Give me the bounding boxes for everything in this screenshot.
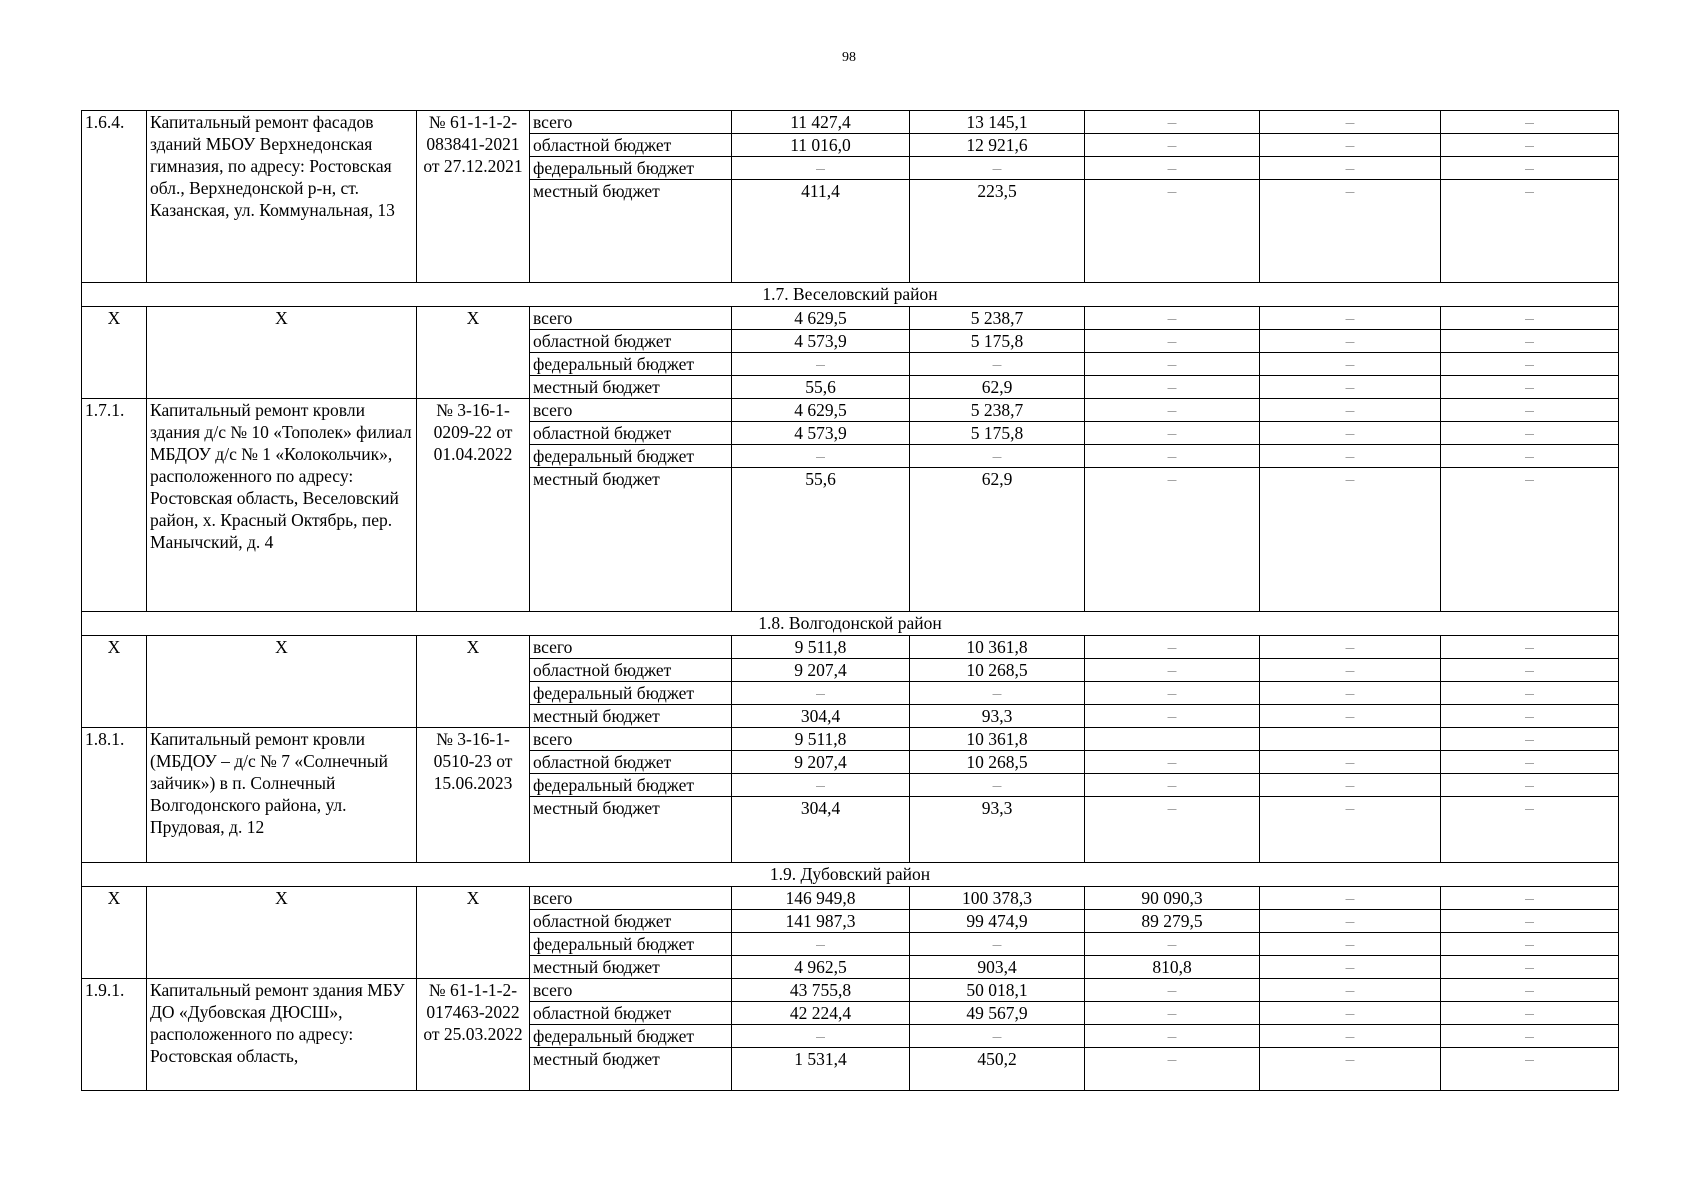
table-row xyxy=(82,111,1619,134)
item-number: 1.7.1. xyxy=(82,399,147,612)
value-cell: – xyxy=(1260,399,1441,422)
value-cell: – xyxy=(910,933,1085,956)
value-cell: – xyxy=(1260,682,1441,705)
value-cell: 55,6 xyxy=(732,468,910,612)
item-document: X xyxy=(417,636,530,728)
value-cell: 93,3 xyxy=(910,797,1085,863)
funding-source: областной бюджет xyxy=(530,330,732,353)
item-name: Капитальный ремонт фасадов зданий МБОУ Верхнедонская гимназия, по адресу: Ростовская обл., Верхнедонской р-н, ст. Казанская, ул. Коммунальная, 13 xyxy=(147,111,417,283)
value-cell: – xyxy=(1441,751,1619,774)
value-cell: – xyxy=(1441,111,1619,134)
value-cell: – xyxy=(1085,111,1260,134)
value-cell: – xyxy=(1260,636,1441,659)
item-name: X xyxy=(147,887,417,979)
section-title: 1.8. Волгодонской район xyxy=(82,612,1619,636)
value-cell: – xyxy=(1260,111,1441,134)
funding-source: областной бюджет xyxy=(530,910,732,933)
value-cell: – xyxy=(1260,468,1441,612)
value-cell: – xyxy=(1085,134,1260,157)
value-cell: – xyxy=(732,774,910,797)
value-cell: 50 018,1 xyxy=(910,979,1085,1002)
value-cell: – xyxy=(1441,728,1619,751)
funding-source: местный бюджет xyxy=(530,1048,732,1091)
table-row xyxy=(82,636,1619,659)
table-row xyxy=(82,307,1619,330)
value-cell: 4 629,5 xyxy=(732,399,910,422)
funding-source: областной бюджет xyxy=(530,422,732,445)
funding-source: областной бюджет xyxy=(530,751,732,774)
item-document: № 3-16-1-0209-22 от 01.04.2022 xyxy=(417,399,530,612)
item-number: 1.8.1. xyxy=(82,728,147,863)
funding-source: всего xyxy=(530,111,732,134)
value-cell: 90 090,3 xyxy=(1085,887,1260,910)
value-cell: – xyxy=(1260,933,1441,956)
value-cell: 9 207,4 xyxy=(732,659,910,682)
value-cell: – xyxy=(1441,979,1619,1002)
value-cell: – xyxy=(1260,705,1441,728)
value-cell: – xyxy=(732,682,910,705)
value-cell: 5 175,8 xyxy=(910,422,1085,445)
funding-source: федеральный бюджет xyxy=(530,1025,732,1048)
value-cell: – xyxy=(1260,956,1441,979)
funding-source: всего xyxy=(530,399,732,422)
item-document: X xyxy=(417,307,530,399)
value-cell: – xyxy=(1441,956,1619,979)
value-cell: 10 268,5 xyxy=(910,751,1085,774)
item-number: 1.6.4. xyxy=(82,111,147,283)
value-cell: – xyxy=(1085,307,1260,330)
value-cell: – xyxy=(1260,659,1441,682)
funding-source: местный бюджет xyxy=(530,956,732,979)
value-cell: – xyxy=(1441,307,1619,330)
value-cell: 4 573,9 xyxy=(732,422,910,445)
value-cell: – xyxy=(1085,797,1260,863)
value-cell: – xyxy=(1441,445,1619,468)
value-cell: – xyxy=(1260,157,1441,180)
value-cell: 5 175,8 xyxy=(910,330,1085,353)
value-cell: 13 145,1 xyxy=(910,111,1085,134)
funding-source: федеральный бюджет xyxy=(530,933,732,956)
value-cell: – xyxy=(1260,774,1441,797)
value-cell: – xyxy=(1441,1048,1619,1091)
funding-source: областной бюджет xyxy=(530,659,732,682)
value-cell: – xyxy=(1260,1025,1441,1048)
value-cell: – xyxy=(910,157,1085,180)
section-row xyxy=(82,612,1619,636)
item-name: Капитальный ремонт здания МБУ ДО «Дубовская ДЮСШ», расположенного по адресу: Ростовская область, xyxy=(147,979,417,1091)
value-cell: – xyxy=(1085,1025,1260,1048)
value-cell: – xyxy=(1441,774,1619,797)
funding-source: всего xyxy=(530,887,732,910)
value-cell: – xyxy=(1260,751,1441,774)
value-cell: – xyxy=(1085,933,1260,956)
value-cell: – xyxy=(1085,157,1260,180)
value-cell: – xyxy=(732,933,910,956)
value-cell: 62,9 xyxy=(910,376,1085,399)
value-cell: 93,3 xyxy=(910,705,1085,728)
value-cell: 903,4 xyxy=(910,956,1085,979)
value-cell: – xyxy=(1085,180,1260,283)
funding-source: федеральный бюджет xyxy=(530,682,732,705)
value-cell: 304,4 xyxy=(732,705,910,728)
value-cell: – xyxy=(1260,422,1441,445)
funding-source: всего xyxy=(530,979,732,1002)
value-cell: 89 279,5 xyxy=(1085,910,1260,933)
value-cell: 11 427,4 xyxy=(732,111,910,134)
value-cell: – xyxy=(1260,376,1441,399)
value-cell: 141 987,3 xyxy=(732,910,910,933)
value-cell: – xyxy=(1441,636,1619,659)
table-row xyxy=(82,887,1619,910)
value-cell: – xyxy=(1260,445,1441,468)
value-cell: – xyxy=(910,682,1085,705)
funding-source: местный бюджет xyxy=(530,705,732,728)
value-cell: – xyxy=(1085,751,1260,774)
funding-source: всего xyxy=(530,728,732,751)
value-cell: – xyxy=(1441,1002,1619,1025)
value-cell: – xyxy=(1441,933,1619,956)
value-cell: 42 224,4 xyxy=(732,1002,910,1025)
value-cell: – xyxy=(1441,682,1619,705)
value-cell: 450,2 xyxy=(910,1048,1085,1091)
value-cell: – xyxy=(1441,1025,1619,1048)
funding-source: федеральный бюджет xyxy=(530,445,732,468)
section-title: 1.9. Дубовский район xyxy=(82,863,1619,887)
value-cell: – xyxy=(1085,330,1260,353)
funding-source: федеральный бюджет xyxy=(530,774,732,797)
value-cell: – xyxy=(1441,910,1619,933)
value-cell: – xyxy=(1085,445,1260,468)
value-cell: – xyxy=(1085,399,1260,422)
value-cell: – xyxy=(732,445,910,468)
value-cell: 10 361,8 xyxy=(910,728,1085,751)
item-name: X xyxy=(147,307,417,399)
value-cell: – xyxy=(1441,422,1619,445)
value-cell: 62,9 xyxy=(910,468,1085,612)
item-number: X xyxy=(82,307,147,399)
value-cell: 100 378,3 xyxy=(910,887,1085,910)
value-cell: – xyxy=(1441,330,1619,353)
item-name: Капитальный ремонт кровли (МБДОУ – д/с № 7 «Солнечный зайчик») в п. Солнечный Волгодонского района, ул. Прудовая, д. 12 xyxy=(147,728,417,863)
item-number: X xyxy=(82,887,147,979)
value-cell: 1 531,4 xyxy=(732,1048,910,1091)
value-cell: – xyxy=(732,157,910,180)
value-cell: 9 207,4 xyxy=(732,751,910,774)
value-cell: 9 511,8 xyxy=(732,636,910,659)
value-cell: – xyxy=(1085,1048,1260,1091)
value-cell: 43 755,8 xyxy=(732,979,910,1002)
value-cell: – xyxy=(910,774,1085,797)
funding-source: местный бюджет xyxy=(530,376,732,399)
value-cell: – xyxy=(1085,376,1260,399)
value-cell: – xyxy=(1085,659,1260,682)
value-cell: – xyxy=(1260,180,1441,283)
funding-source: местный бюджет xyxy=(530,797,732,863)
value-cell: – xyxy=(1085,636,1260,659)
value-cell: – xyxy=(1441,887,1619,910)
value-cell: 4 573,9 xyxy=(732,330,910,353)
value-cell: 4 629,5 xyxy=(732,307,910,330)
section-row xyxy=(82,283,1619,307)
funding-source: местный бюджет xyxy=(530,468,732,612)
value-cell: 49 567,9 xyxy=(910,1002,1085,1025)
value-cell: – xyxy=(1260,910,1441,933)
value-cell: – xyxy=(1260,979,1441,1002)
value-cell: – xyxy=(1441,399,1619,422)
value-cell: – xyxy=(1260,330,1441,353)
value-cell: – xyxy=(1260,1048,1441,1091)
value-cell: – xyxy=(1260,887,1441,910)
value-cell xyxy=(1260,728,1441,751)
value-cell: – xyxy=(1441,797,1619,863)
value-cell: 55,6 xyxy=(732,376,910,399)
table-row xyxy=(82,728,1619,751)
item-name: X xyxy=(147,636,417,728)
value-cell: 146 949,8 xyxy=(732,887,910,910)
value-cell: – xyxy=(1441,659,1619,682)
funding-source: федеральный бюджет xyxy=(530,353,732,376)
section-row xyxy=(82,863,1619,887)
item-number: X xyxy=(82,636,147,728)
item-document: № 3-16-1-0510-23 от 15.06.2023 xyxy=(417,728,530,863)
value-cell: 10 268,5 xyxy=(910,659,1085,682)
value-cell: 10 361,8 xyxy=(910,636,1085,659)
value-cell: – xyxy=(1260,797,1441,863)
value-cell: – xyxy=(1441,134,1619,157)
value-cell: – xyxy=(732,353,910,376)
funding-source: всего xyxy=(530,636,732,659)
value-cell xyxy=(1085,728,1260,751)
value-cell: 12 921,6 xyxy=(910,134,1085,157)
value-cell: 304,4 xyxy=(732,797,910,863)
value-cell: 5 238,7 xyxy=(910,307,1085,330)
funding-source: областной бюджет xyxy=(530,1002,732,1025)
value-cell: – xyxy=(1085,1002,1260,1025)
value-cell: – xyxy=(1085,774,1260,797)
value-cell: – xyxy=(910,353,1085,376)
value-cell: 99 474,9 xyxy=(910,910,1085,933)
value-cell: – xyxy=(1085,682,1260,705)
value-cell: – xyxy=(910,445,1085,468)
value-cell: 5 238,7 xyxy=(910,399,1085,422)
value-cell: – xyxy=(1260,353,1441,376)
value-cell: – xyxy=(1085,468,1260,612)
budget-table xyxy=(81,110,1619,1091)
value-cell: – xyxy=(1441,468,1619,612)
value-cell: 810,8 xyxy=(1085,956,1260,979)
item-document: X xyxy=(417,887,530,979)
value-cell: – xyxy=(732,1025,910,1048)
value-cell: – xyxy=(1260,134,1441,157)
value-cell: – xyxy=(1441,157,1619,180)
value-cell: 9 511,8 xyxy=(732,728,910,751)
value-cell: – xyxy=(910,1025,1085,1048)
value-cell: 11 016,0 xyxy=(732,134,910,157)
item-document: № 61-1-1-2-083841-2021 от 27.12.2021 xyxy=(417,111,530,283)
value-cell: – xyxy=(1085,979,1260,1002)
funding-source: местный бюджет xyxy=(530,180,732,283)
funding-source: областной бюджет xyxy=(530,134,732,157)
table-row xyxy=(82,399,1619,422)
value-cell: – xyxy=(1085,353,1260,376)
funding-source: всего xyxy=(530,307,732,330)
value-cell: – xyxy=(1441,180,1619,283)
item-name: Капитальный ремонт кровли здания д/с № 10 «Тополек» филиал МБДОУ д/с № 1 «Колокольчик», расположенного по адресу: Ростовская область, Веселовский район, х. Красный Октябрь, пер. Манычский, д. 4 xyxy=(147,399,417,612)
value-cell: 223,5 xyxy=(910,180,1085,283)
table-row xyxy=(82,979,1619,1002)
table-body xyxy=(82,111,1619,1091)
value-cell: – xyxy=(1260,307,1441,330)
item-number: 1.9.1. xyxy=(82,979,147,1091)
page-number: 98 xyxy=(842,50,856,65)
funding-source: федеральный бюджет xyxy=(530,157,732,180)
value-cell: 411,4 xyxy=(732,180,910,283)
value-cell: – xyxy=(1260,1002,1441,1025)
value-cell: – xyxy=(1441,705,1619,728)
value-cell: 4 962,5 xyxy=(732,956,910,979)
item-document: № 61-1-1-2-017463-2022 от 25.03.2022 xyxy=(417,979,530,1091)
value-cell: – xyxy=(1085,422,1260,445)
section-title: 1.7. Веселовский район xyxy=(82,283,1619,307)
value-cell: – xyxy=(1085,705,1260,728)
value-cell: – xyxy=(1441,376,1619,399)
value-cell: – xyxy=(1441,353,1619,376)
